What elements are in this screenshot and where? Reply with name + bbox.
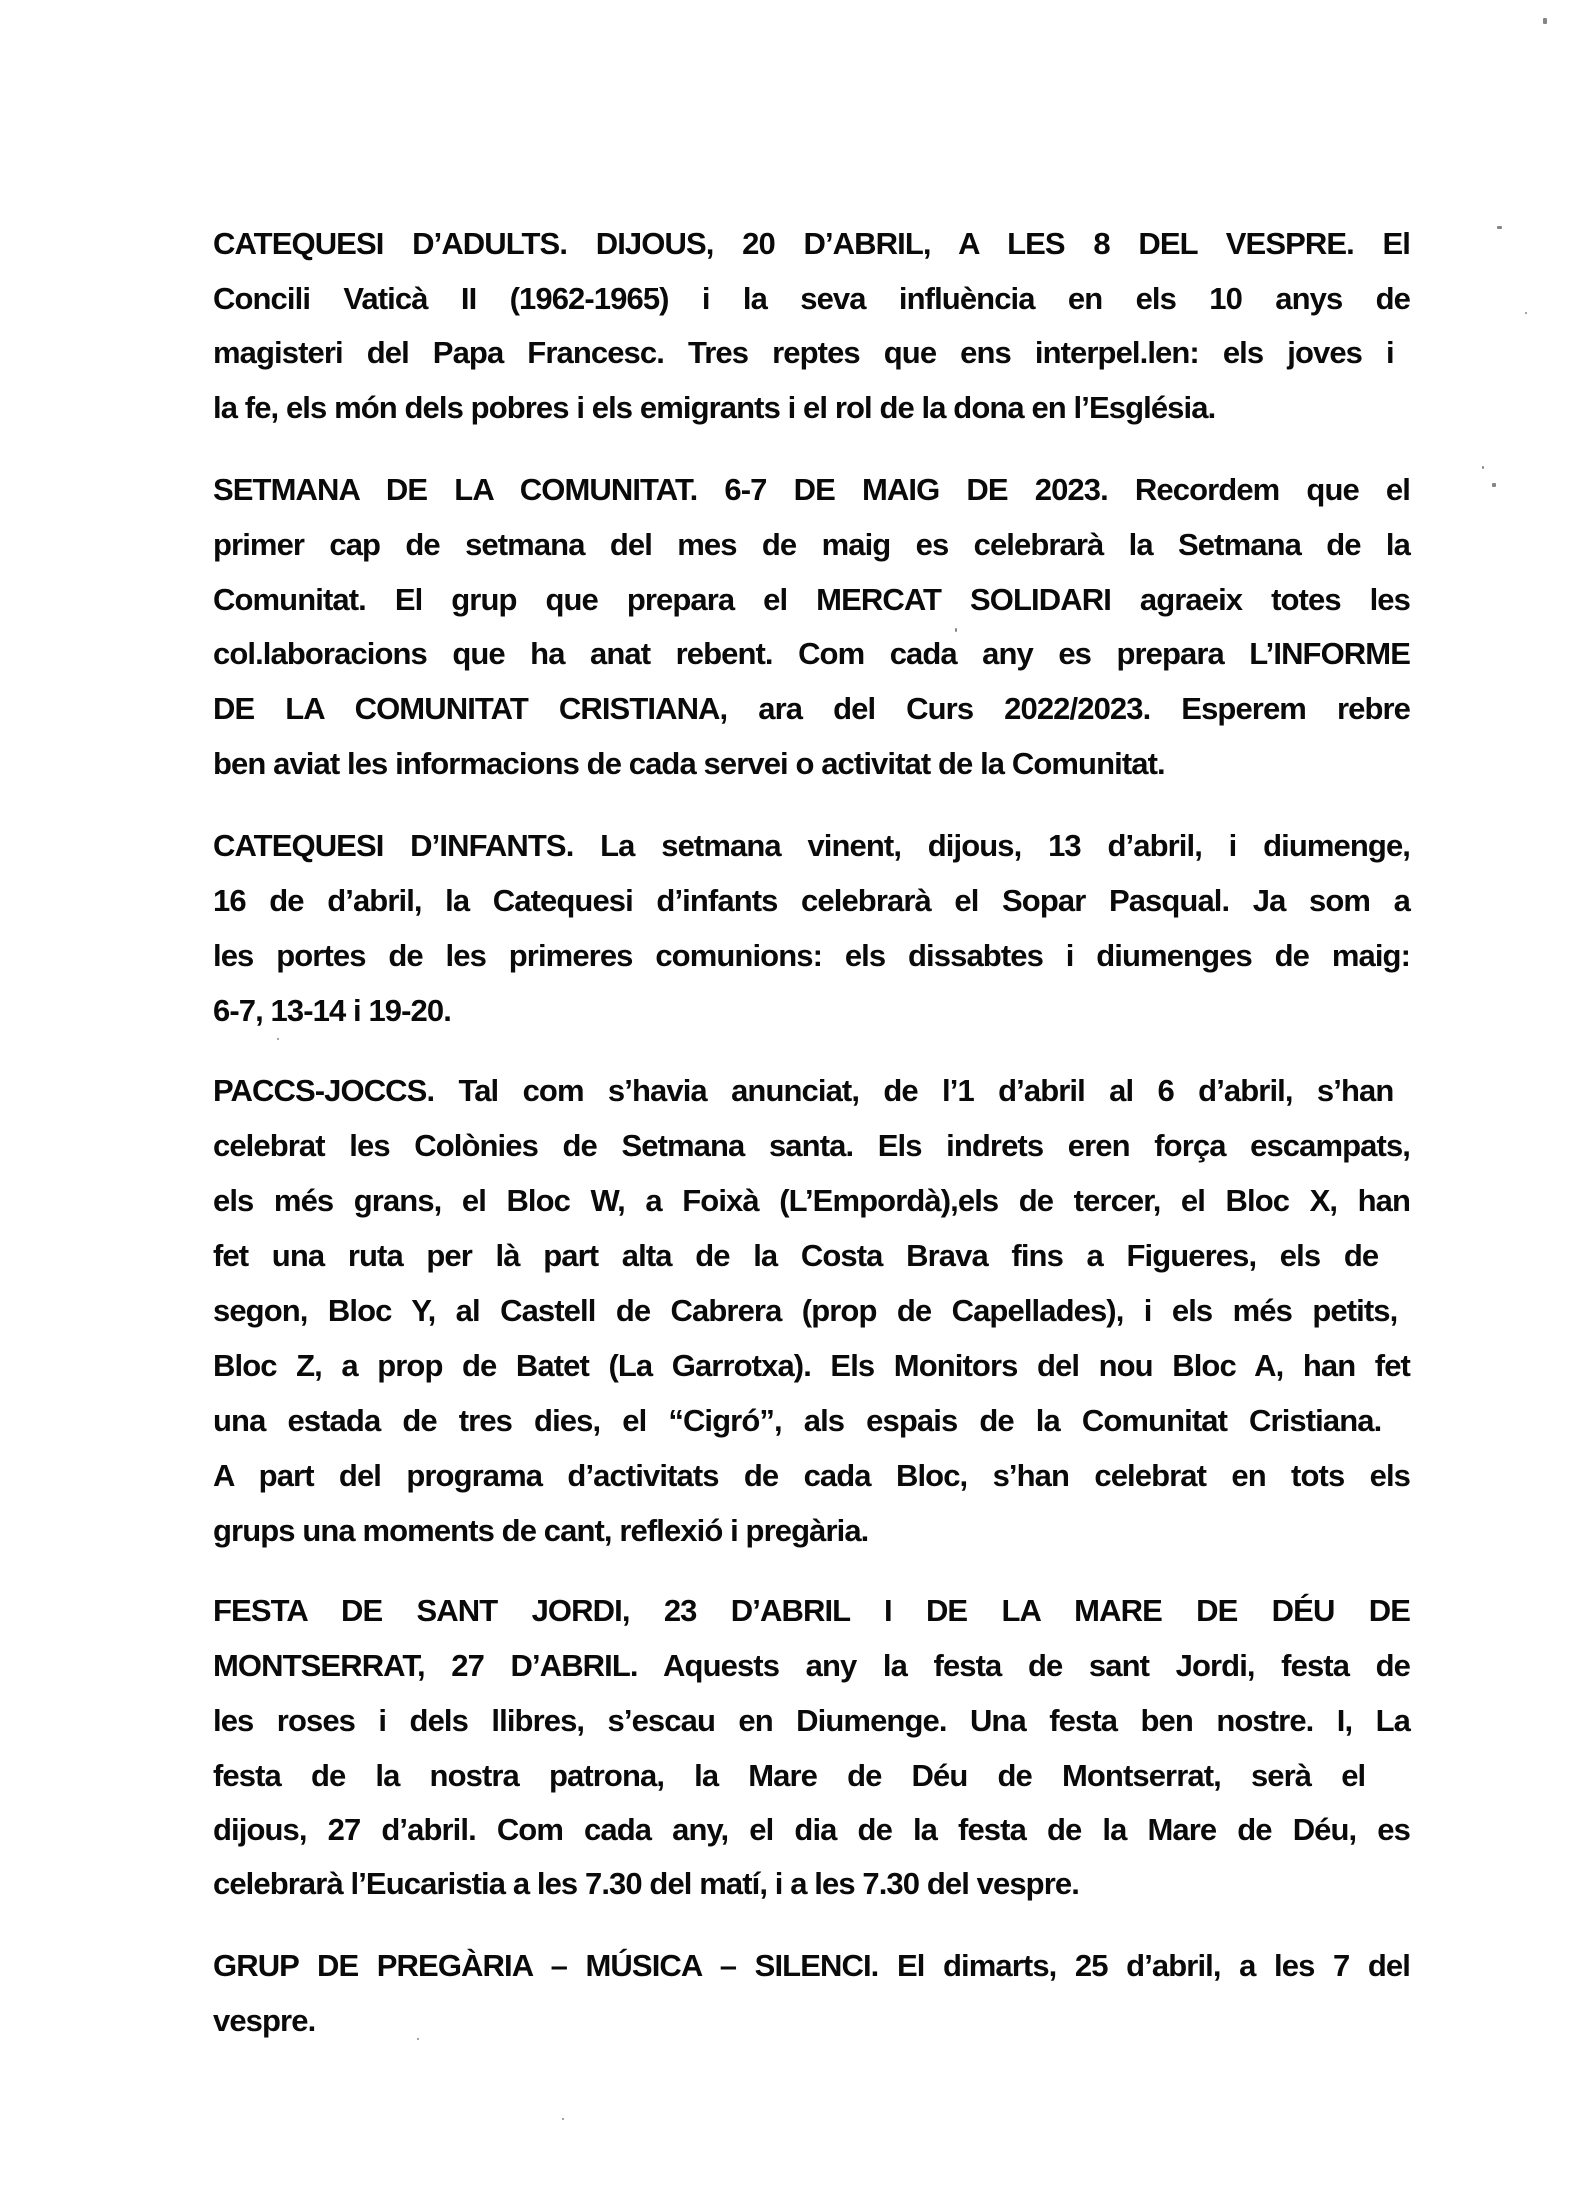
text-line: celebrat les Colònies de Setmana santa. Els indrets eren força escampats, — [213, 1128, 1410, 1163]
text-line: Concili Vaticà II (1962-1965) i la seva influència en els 10 anys de — [213, 281, 1410, 316]
text-line: vespre. — [213, 2003, 316, 2038]
text-line: A part del programa d’activitats de cada Bloc, s’han celebrat en tots els — [213, 1458, 1410, 1493]
text-line: MONTSERRAT, 27 D’ABRIL. Aquests any la festa de sant Jordi, festa de — [213, 1648, 1410, 1683]
text-line: grups una moments de cant, reflexió i pregària. — [213, 1513, 869, 1548]
scan-speck — [1543, 18, 1547, 24]
text-line: SETMANA DE LA COMUNITAT. 6-7 DE MAIG DE 2023. Recordem que el — [213, 472, 1410, 507]
scan-speck — [955, 628, 957, 632]
text-line: primer cap de setmana del mes de maig es celebrarà la Setmana de la — [213, 527, 1410, 562]
text-line: ben aviat les informacions de cada servei o activitat de la Comunitat. — [213, 746, 1165, 781]
text-line: magisteri del Papa Francesc. Tres reptes que ens interpel.len: els joves i — [213, 335, 1394, 370]
text-line: festa de la nostra patrona, la Mare de Déu de Montserrat, serà el — [213, 1758, 1366, 1793]
text-line: col.laboracions que ha anat rebent. Com cada any es prepara L’INFORME — [213, 636, 1410, 671]
text-line: segon, Bloc Y, al Castell de Cabrera (prop de Capellades), i els més petits, — [213, 1293, 1398, 1328]
text-line: FESTA DE SANT JORDI, 23 D’ABRIL I DE LA MARE DE DÉU DE — [213, 1593, 1410, 1628]
text-line: les roses i dels llibres, s’escau en Diumenge. Una festa ben nostre. I, La — [213, 1703, 1410, 1738]
text-line: CATEQUESI D’ADULTS. DIJOUS, 20 D’ABRIL, A LES 8 DEL VESPRE. El — [213, 226, 1410, 261]
text-line: Bloc Z, a prop de Batet (La Garrotxa). Els Monitors del nou Bloc A, han fet — [213, 1348, 1410, 1383]
text-line: DE LA COMUNITAT CRISTIANA, ara del Curs 2022/2023. Esperem rebre — [213, 691, 1410, 726]
text-line: CATEQUESI D’INFANTS. La setmana vinent, dijous, 13 d’abril, i diumenge, — [213, 828, 1410, 863]
scan-speck — [417, 2038, 419, 2040]
text-line: PACCS-JOCCS. Tal com s’havia anunciat, de l’1 d’abril al 6 d’abril, s’han — [213, 1073, 1394, 1108]
text-line: Comunitat. El grup que prepara el MERCAT SOLIDARI agraeix totes les — [213, 582, 1410, 617]
text-line: celebrarà l’Eucaristia a les 7.30 del matí, i a les 7.30 del vespre. — [213, 1866, 1079, 1901]
text-line: la fe, els món dels pobres i els emigrants i el rol de la dona en l’Església. — [213, 390, 1216, 425]
scan-speck — [1525, 312, 1527, 314]
text-line: GRUP DE PREGÀRIA – MÚSICA – SILENCI. El dimarts, 25 d’abril, a les 7 del — [213, 1948, 1410, 1983]
scan-speck — [277, 1038, 279, 1040]
scan-speck — [562, 2118, 564, 2120]
text-line: 6-7, 13-14 i 19-20. — [213, 993, 451, 1028]
text-line: dijous, 27 d’abril. Com cada any, el dia de la festa de la Mare de Déu, es — [213, 1812, 1410, 1847]
scan-speck — [1497, 226, 1502, 229]
text-line: una estada de tres dies, el “Cigró”, als espais de la Comunitat Cristiana. — [213, 1403, 1382, 1438]
scan-speck — [1482, 466, 1484, 469]
text-line: els més grans, el Bloc W, a Foixà (L’Empordà),els de tercer, el Bloc X, han — [213, 1183, 1410, 1218]
scan-speck — [1492, 483, 1496, 487]
text-line: les portes de les primeres comunions: els dissabtes i diumenges de maig: — [213, 938, 1410, 973]
text-line: fet una ruta per là part alta de la Costa Brava fins a Figueres, els de — [213, 1238, 1379, 1273]
text-line: 16 de d’abril, la Catequesi d’infants celebrarà el Sopar Pasqual. Ja som a — [213, 883, 1410, 918]
